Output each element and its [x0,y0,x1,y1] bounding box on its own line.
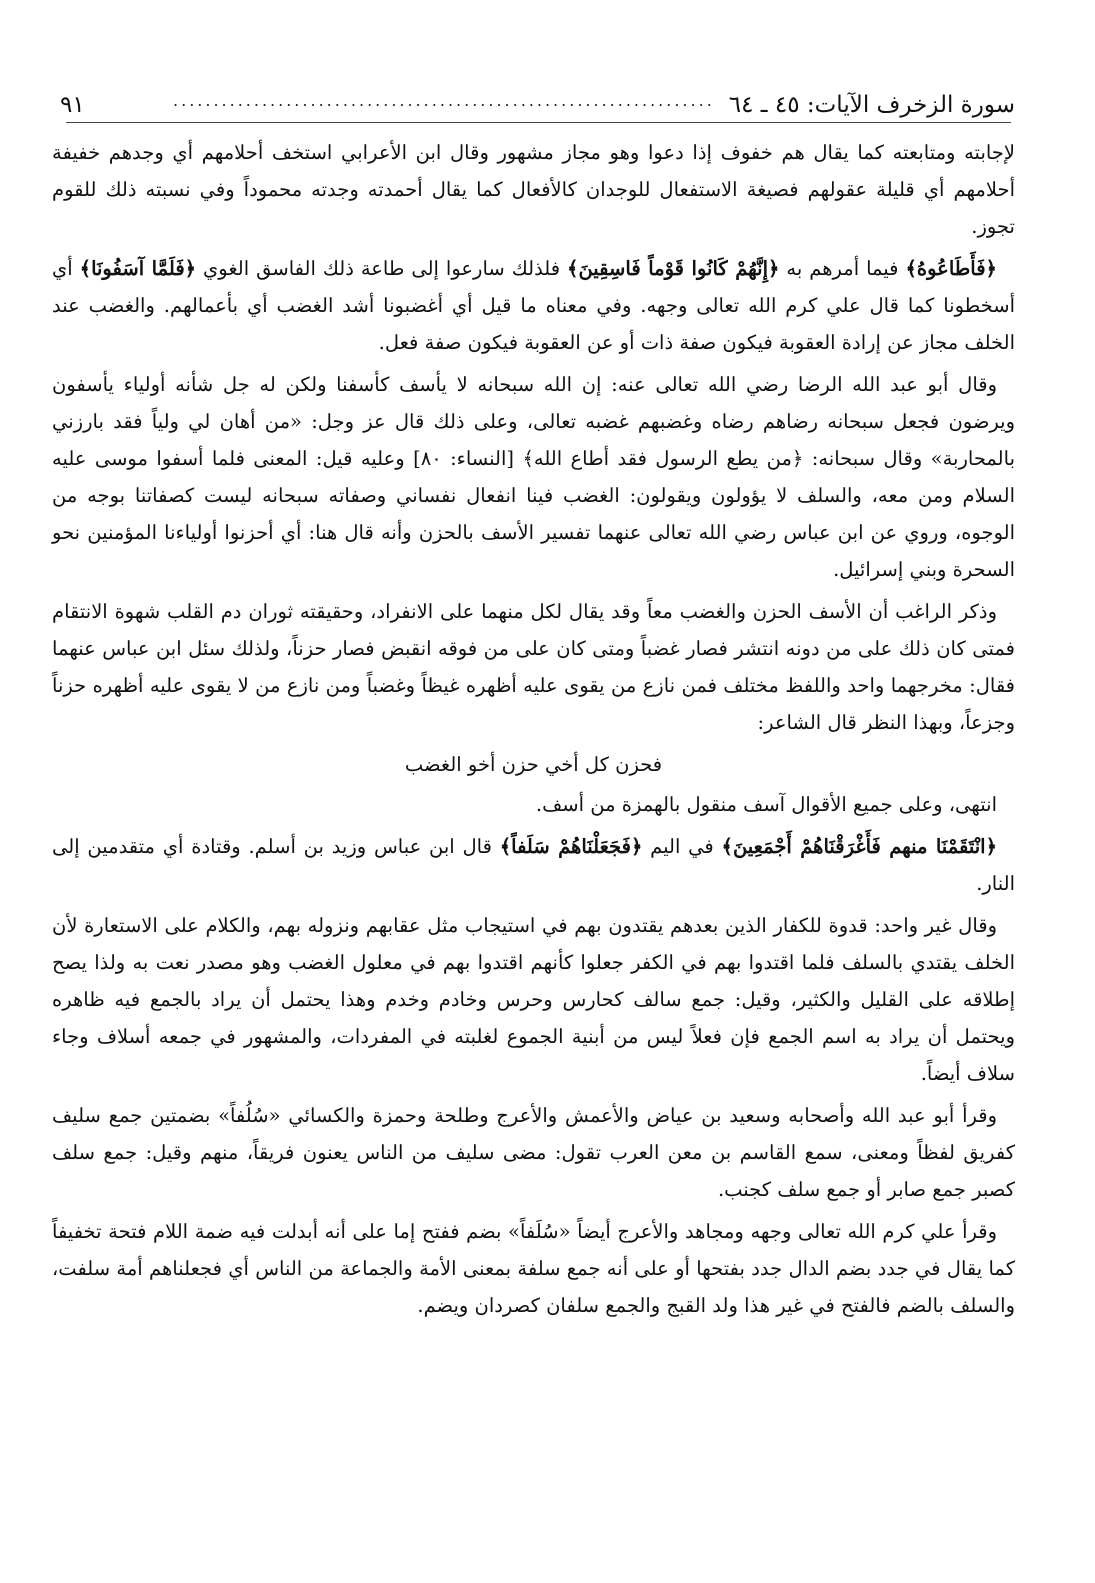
text-run: ﴿من يطع الرسول فقد أطاع الله﴾ [522,447,804,470]
paragraph-9 [52,1213,1015,1324]
text-run: وقرأ أبو عبد الله وأصحابه وسعيد بن عياض والأعمش والأعرج وطلحة وحمزة والكسائي «سُلُفاً» بضمتين جمع سليف كفريق لفظاً ومعنى، سمع القاسم بن معن العرب تقول: مضى سليف من الناس يعنون فريقاً، منهم وقيل: جمع سلف كصبر جمع صابر أو جمع سلف كجنب. [52,1104,1015,1201]
text-run: قال ابن عباس وزيد بن أسلم. وقتادة أي متقدمين إلى النار. [52,835,1015,895]
text-run: في اليم [642,835,722,858]
quran-quote: ﴿فَأَطَاعُوهُ﴾ [905,257,997,280]
text-run: فيما أمرهم به [779,257,906,280]
paragraph-7 [52,907,1015,1092]
text-run: وقال أبو عبد الله الرضا رضي الله تعالى عنه: إن الله سبحانه لا يأسف كأسفنا ولكن له جل شأنه أولياء يأسفون ويرضون فجعل سبحانه رضاهم رضاه وغضبهم غضبه تعالى، وعلى ذلك قال عز وجل: «من أهان لي ولياً فقد بارزني بالمحاربة» وقال سبحانه: [52,373,1015,470]
page-number: ٩١ [60,92,85,118]
paragraph-6 [52,828,1015,902]
text-run: وقرأ علي كرم الله تعالى وجهه ومجاهد والأعرج أيضاً «سُلَفاً» بضم ففتح إما على أنه أبدلت فيه ضمة اللام فتحة تخفيفاً كما يقال في جدد بضم الدال جدد بفتحها أو على أنه جمع سلفة بمعنى الأمة والجماعة من الناس أي فجعلناهم أمة سلفت، والسلف بالضم فالفتح في غير هذا ولد القبج والجمع سلفان كصردان ويضم. [52,1220,1015,1317]
paragraph-8 [52,1097,1015,1208]
leader-dots: ................................................................... [173,91,715,110]
paragraph-2 [52,250,1015,361]
text-run: انتهى، وعلى جميع الأقوال آسف منقول بالهمزة من أسف. [535,793,997,816]
quran-quote: ﴿فَجَعَلْنَاهُمْ سَلَفاً﴾ [499,835,643,858]
quran-quote: ﴿فَلَمَّا آسَفُونَا﴾ [79,257,197,280]
paragraph-3 [52,366,1015,588]
running-header [60,86,1015,120]
paragraph-5 [52,786,1015,823]
text-run: لإجابته ومتابعته كما يقال هم خفوف إذا دعوا وهو مجاز مشهور وقال ابن الأعرابي استخف أحلامهم أي وجدهم خفيفة أحلامهم أي قليلة عقولهم فصيغة الاستفعال للوجدان كالأفعال كما يقال أحمدته وجدته محموداً وفي نسبته ذلك للقوم تجوز. [52,141,1015,238]
header-rule [66,122,1011,123]
quran-quote: ﴿إِنَّهُمْ كَانُوا قَوْماً فَاسِقِينَ﴾ [567,257,780,280]
chapter-title: سورة الزخرف الآيات: ٤٥ ـ ٦٤ [728,92,1015,118]
text-run: فحزن كل أخي حزن أخو الغضب [404,753,663,776]
text-run: [النساء: ٨٠] وعليه قيل: المعنى فلما أسفوا موسى عليه السلام ومن معه، والسلف لا يؤولون ويقولون: الغضب فينا انفعال نفساني وصفاته سبحانه ليست كصفاتنا بوجه من الوجوه، وروي عن ابن عباس رضي الله تعالى عنهما تفسير الأسف بالحزن وأنه قال هنا: أي أحزنوا أولياءنا المؤمنين نحو السحرة وبني إسرائيل. [52,447,1015,581]
paragraph-1 [52,134,1015,245]
text-run: وقال غير واحد: قدوة للكفار الذين بعدهم يقتدون بهم في استيجاب مثل عقابهم ونزوله بهم، والكلام على الاستعارة لأن الخلف يقتدي بالسلف فلما اقتدوا بهم في الكفر جعلوا كأنهم اقتدوا بهم في معلول الغضب وهو مصدر نعت به ولذا يصح إطلاقه على القليل والكثير، وقيل: جمع سالف كحارس وحرس وخادم وخدم وهذا يحتمل أن يراد بالجمع فيه ظاهره ويحتمل أن يراد به اسم الجمع فإن فعلاً ليس من أبنية الجموع لغلبته في المفردات، والمشهور في جمعه أسلاف وجاء سلاف أيضاً. [52,914,1015,1085]
text-run: فلذلك سارعوا إلى طاعة ذلك الفاسق الغوي [196,257,568,280]
body-text [52,134,1015,1329]
text-run: أي أسخطونا كما قال علي كرم الله تعالى وجهه. وفي معناه ما قيل أي أغضبونا أشد الغضب أي بأعمالهم. والغضب عند الخلف مجاز عن إرادة العقوبة فيكون صفة ذات أو عن العقوبة فيكون صفة فعل. [52,257,1015,354]
paragraph-4 [52,593,1015,741]
text-run: وذكر الراغب أن الأسف الحزن والغضب معاً وقد يقال لكل منهما على الانفراد، وحقيقته ثوران دم القلب شهوة الانتقام فمتى كان ذلك على من دونه انتشر فصار غضباً ومتى كان على من فوقه انقبض فصار حزناً، ولذلك سئل ابن عباس عنهما فقال: مخرجهما واحد واللفظ مختلف فمن نازع من يقوى عليه أظهره غيظاً وغضباً ومن نازع من لا يقوى عليه أظهره حزناً وجزعاً، وبهذا النظر قال الشاعر: [52,600,1015,734]
quran-quote: ﴿انْتَقَمْنَا منهم فَأَغْرَقْنَاهُمْ أَجْمَعِينَ﴾ [721,835,997,858]
poetry-verse [52,746,1015,783]
